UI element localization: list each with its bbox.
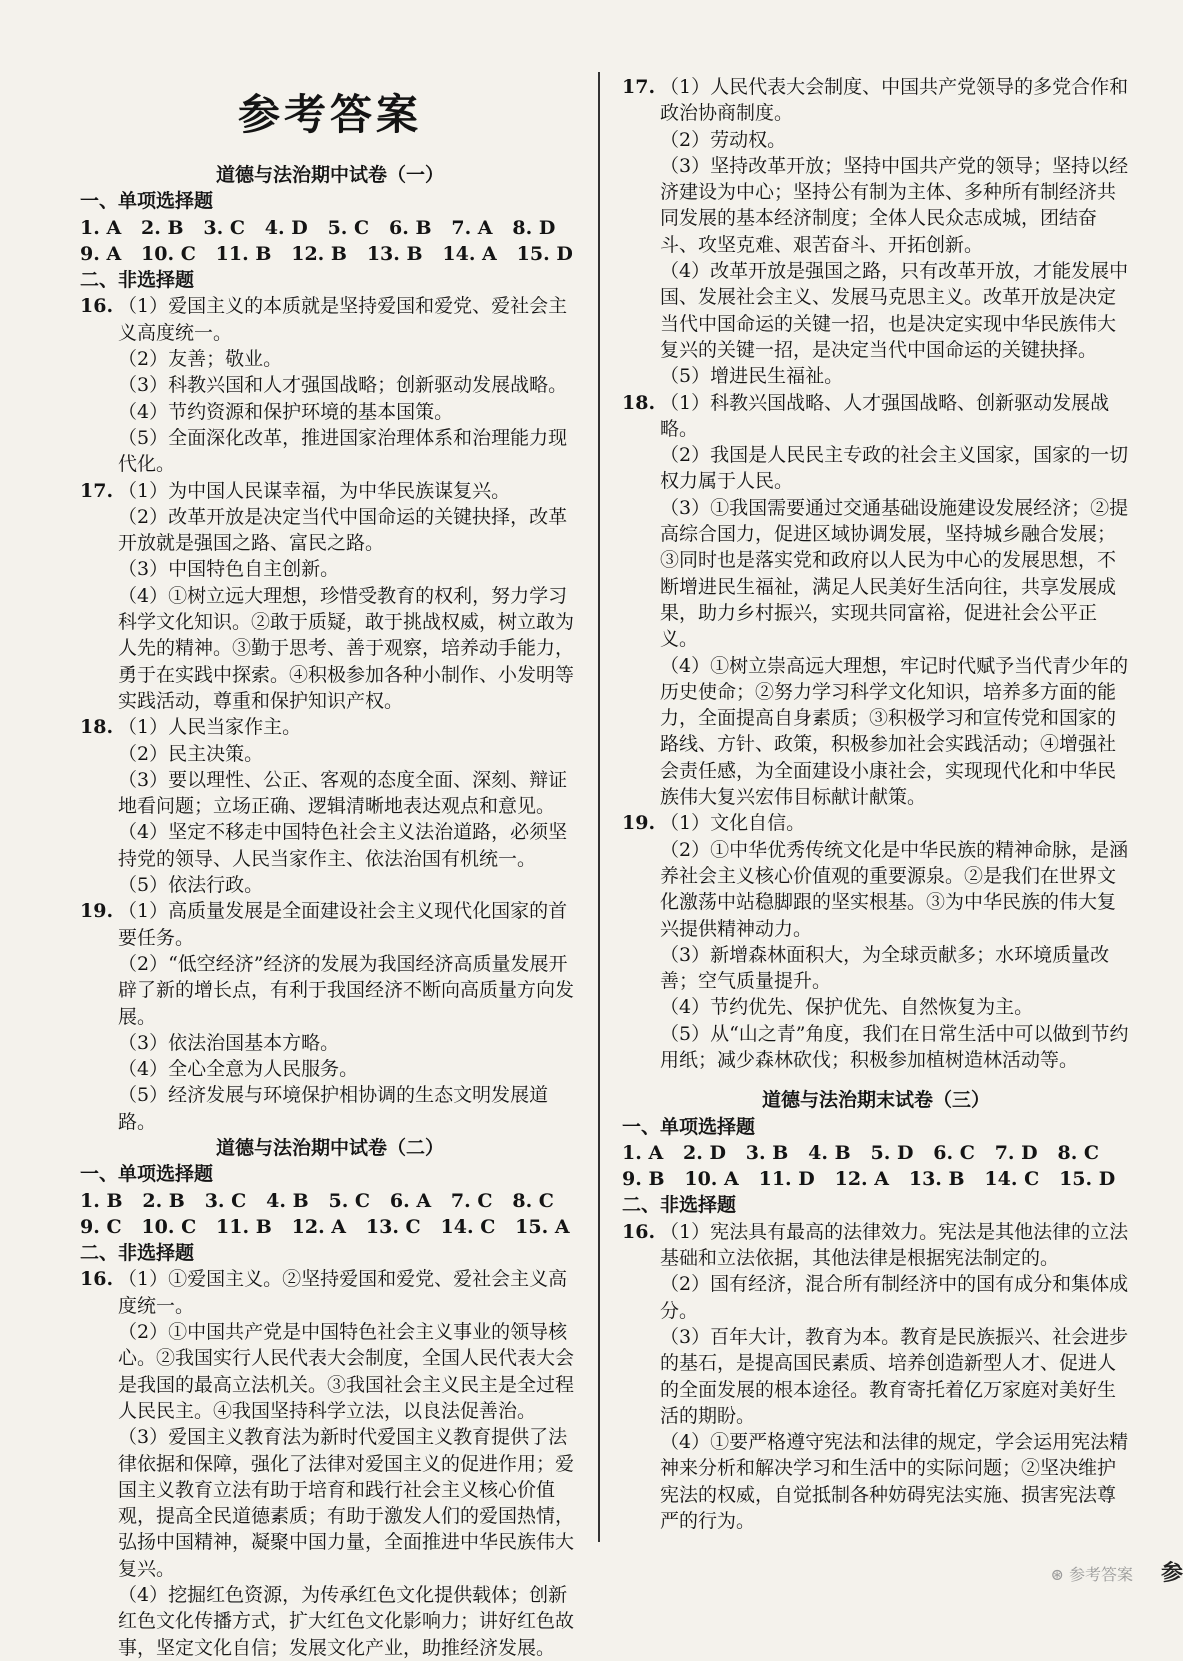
exam3-mc-row1: 1. A 2. D 3. B 4. B 5. D 6. C 7. D 8. C <box>622 1141 1100 1164</box>
exam1-q18 <box>80 714 580 740</box>
footer-mark: ⊛ 参考答案 <box>1050 1565 1133 1584</box>
answer-part: （5）全面深化改革，推进国家治理体系和治理能力现代化。 <box>118 426 568 476</box>
answer-part: （2）①中华优秀传统文化是中华民族的精神命脉，是涵养社会主义核心价值观的重要源泉。②是我们在世界文化激荡中站稳脚跟的坚实根基。③为中华民族的伟大复兴提供精神动力。 <box>660 838 1129 940</box>
right-column <box>622 74 1130 1534</box>
answer-part: （5）依法行政。 <box>118 874 264 897</box>
answer-part: （4）坚定不移走中国特色社会主义法治道路，必须坚持党的领导、人民当家作主、依法治国有机统一。 <box>118 821 568 870</box>
question-number: 19. <box>80 900 114 923</box>
answer-part: （2）“低空经济”经济的发展为我国经济高质量发展开辟了新的增长点，有利于我国经济不断向高质量方向发展。 <box>118 952 575 1028</box>
question-number: 16. <box>622 1220 656 1243</box>
question-number: 18. <box>622 391 656 414</box>
answer-part: （1）人民当家作主。 <box>118 716 302 739</box>
exam3-section-open: 二、非选择题 <box>622 1194 737 1217</box>
exam1-mc-row1: 1. A 2. B 3. C 4. D 5. C 6. B 7. A 8. D <box>80 216 556 239</box>
answer-part: （1）科教兴国战略、人才强国战略、创新驱动发展战略。 <box>660 391 1110 440</box>
question-number: 16. <box>80 1268 114 1291</box>
answer-part: （3）百年大计，教育为本。教育是民族振兴、社会进步的基石，是提高国民素质、培养创造新型人才、促进人的全面发展的根本途径。教育寄托着亿万家庭对美好生活的期盼。 <box>660 1325 1129 1427</box>
answer-part: （4）全心全意为人民服务。 <box>118 1058 359 1081</box>
answer-part: （1）①爱国主义。②坚持爱国和爱党、爱社会主义高度统一。 <box>118 1268 568 1317</box>
exam2-mc-row2: 9. C 10. C 11. B 12. A 13. C 14. C 15. A <box>80 1215 570 1238</box>
answer-part: （3）依法治国基本方略。 <box>118 1031 340 1054</box>
column-divider <box>598 72 600 1542</box>
answer-part: （1）高质量发展是全面建设社会主义现代化国家的首要任务。 <box>118 900 568 949</box>
exam1-section-open: 二、非选择题 <box>80 269 195 292</box>
exam1-title: 道德与法治期中试卷（一） <box>215 164 444 186</box>
answer-part: （1）爱国主义的本质就是坚持爱国和爱党、爱社会主义高度统一。 <box>118 295 568 344</box>
answer-part: （1）为中国人民谋幸福，为中华民族谋复兴。 <box>118 479 511 502</box>
exam3-mc-row2: 9. B 10. A 11. D 12. A 13. B 14. C 15. D <box>622 1168 1116 1191</box>
answer-part: （2）国有经济，混合所有制经济中的国有成分和集体成分。 <box>660 1273 1129 1322</box>
answer-part: （4）节约优先、保护优先、自然恢复为主。 <box>660 996 1034 1019</box>
answer-part: （5）增进民生福祉。 <box>660 365 844 388</box>
question-number: 16. <box>80 295 114 318</box>
exam2-section-open: 二、非选择题 <box>80 1242 195 1265</box>
question-number: 19. <box>622 812 656 835</box>
answer-part: （1）人民代表大会制度、中国共产党领导的多党合作和政治协商制度。 <box>660 76 1129 125</box>
page-tab: 参 <box>1160 1560 1183 1586</box>
answer-part: （4）①要严格遵守宪法和法律的规定，学会运用宪法精神来分析和解决学习和生活中的实际问题；②坚决维护宪法的权威，自觉抵制各种妨碍宪法实施、损害宪法尊严的行为。 <box>660 1431 1129 1533</box>
exam1-q17 <box>80 478 580 504</box>
exam1-q19 <box>80 898 580 951</box>
answer-part: （4）①树立崇高远大理想，牢记时代赋予当代青少年的历史使命；②努力学习科学文化知识，培养多方面的能力，全面提高自身素质；③积极学习和宣传党和国家的路线、方针、政策，积极参加社会实践活动；④增强社会责任感，为全面建设小康社会，实现现代化和中华民族伟大复兴宏伟目标献计献策。 <box>660 654 1129 809</box>
answer-part: （4）挖掘红色资源，为传承红色文化提供载体；创新红色文化传播方式，扩大红色文化影响力；讲好红色故事，坚定文化自信；发展文化产业，助推经济发展。 <box>118 1584 575 1659</box>
page-title: 参考答案 <box>237 90 422 139</box>
exam1-q16 <box>80 293 580 346</box>
answer-part: （2）友善；敬业。 <box>118 348 283 371</box>
answer-part: （3）坚持改革开放；坚持中国共产党的领导；坚持以经济建设为中心；坚持公有制为主体、多种所有制经济共同发展的基本经济制度；全体人民众志成城，团结奋斗、攻坚克难、艰苦奋斗、开拓创新。 <box>660 154 1129 256</box>
answer-part: （4）改革开放是强国之路，只有改革开放，才能发展中国、发展社会主义、发展马克思主义。改革开放是决定当代中国命运的关键一招，也是决定实现中华民族伟大复兴的关键一招，是决定当代中国命运的关键抉择。 <box>660 260 1129 361</box>
answer-part: （1）宪法具有最高的法律效力。宪法是其他法律的立法基础和立法依据，其他法律是根据宪法制定的。 <box>660 1220 1129 1270</box>
exam2-title: 道德与法治期中试卷（二） <box>215 1136 444 1159</box>
answer-part: （3）爱国主义教育法为新时代爱国主义教育提供了法律依据和保障，强化了法律对爱国主义的促进作用；爱国主义教育立法有助于培育和践行社会主义核心价值观，提高全民道德素质；有助于激发人们的爱国热情，弘扬中国精神，凝聚中国力量，全面推进中华民族伟大复兴。 <box>118 1426 575 1580</box>
left-column <box>80 70 580 1661</box>
exam2-q16 <box>80 1266 580 1319</box>
answer-part: （3）①我国需要通过交通基础设施建设发展经济；②提高综合国力，促进区域协调发展，坚持城乡融合发展；③同时也是落实党和政府以人民为中心的发展思想，不断增进民生福祉，满足人民美好生活向往，共享发展成果，助力乡村振兴，实现共同富裕，促进社会公平正义。 <box>660 496 1129 651</box>
question-number: 17. <box>622 76 656 98</box>
exam2-q17 <box>622 74 1130 127</box>
answer-part: （2）改革开放是决定当代中国命运的关键抉择，改革开放就是强国之路、富民之路。 <box>118 505 568 555</box>
answer-part: （1）文化自信。 <box>660 812 806 835</box>
answer-part: （5）经济发展与环境保护相协调的生态文明发展道路。 <box>118 1084 549 1133</box>
answer-part: （3）科教兴国和人才强国战略；创新驱动发展战略。 <box>118 374 568 397</box>
exam1-mc-row2: 9. A 10. C 11. B 12. B 13. B 14. A 15. D <box>80 242 573 265</box>
exam3-title: 道德与法治期末试卷（三） <box>761 1089 990 1112</box>
exam2-section-mc: 一、单项选择题 <box>80 1163 214 1186</box>
question-number: 17. <box>80 479 114 502</box>
exam3-q16 <box>622 1219 1130 1272</box>
exam2-q19 <box>622 810 1130 836</box>
answer-part: （3）新增森林面积大，为全球贡献多；水环境质量改善；空气质量提升。 <box>660 943 1110 993</box>
exam1-section-mc: 一、单项选择题 <box>80 190 214 213</box>
exam2-mc-row1: 1. B 2. B 3. C 4. B 5. C 6. A 7. C 8. C <box>80 1189 554 1212</box>
answer-part: （2）民主决策。 <box>118 742 264 765</box>
answer-part: （3）中国特色自主创新。 <box>118 558 340 581</box>
answer-part: （2）①中国共产党是中国特色社会主义事业的领导核心。②我国实行人民代表大会制度，全国人民代表大会是我国的最高立法机关。③我国社会主义民主是全过程人民民主。④我国坚持科学立法，以良法促善治。 <box>118 1321 575 1422</box>
answer-part: （4）节约资源和保护环境的基本国策。 <box>118 400 454 423</box>
question-number: 18. <box>80 716 114 739</box>
exam2-q18 <box>622 390 1130 443</box>
answer-part: （2）我国是人民民主专政的社会主义国家，国家的一切权力属于人民。 <box>660 444 1129 493</box>
exam3-section-mc: 一、单项选择题 <box>622 1115 756 1138</box>
answer-part: （3）要以理性、公正、客观的态度全面、深刻、辩证地看问题；立场正确、逻辑清晰地表达观点和意见。 <box>118 768 568 818</box>
answer-part: （5）从“山之青”角度，我们在日常生活中可以做到节约用纸；减少森林砍伐；积极参加植树造林活动等。 <box>660 1022 1129 1071</box>
answer-part: （4）①树立远大理想，珍惜受教育的权利，努力学习科学文化知识。②敢于质疑，敢于挑战权威，树立敢为人先的精神。③勤于思考、善于观察，培养动手能力，勇于在实践中探索。④积极参加各种小制作、小发明等实践活动，尊重和保护知识产权。 <box>118 584 575 712</box>
answer-part: （2）劳动权。 <box>660 128 787 151</box>
